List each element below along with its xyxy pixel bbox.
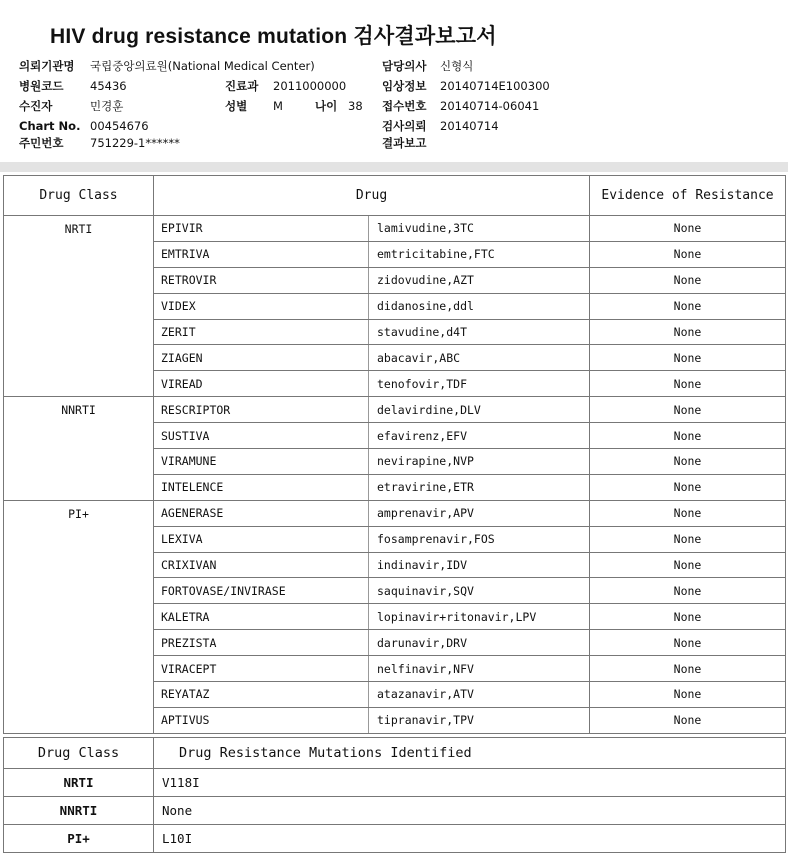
evidence-cell: None <box>590 578 786 604</box>
generic-name-cell: abacavir,ABC <box>369 345 590 371</box>
evidence-cell: None <box>590 397 786 423</box>
evidence-cell: None <box>590 345 786 371</box>
table-row <box>4 769 786 797</box>
result-row <box>382 136 426 150</box>
brand-name-cell: VIRAMUNE <box>154 449 369 475</box>
receipt-no-label: 접수번호 <box>382 99 427 113</box>
brand-name-cell: FORTOVASE/INVIRASE <box>154 578 369 604</box>
generic-name-cell: atazanavir,ATV <box>369 682 590 708</box>
brand-name-cell: EPIVIR <box>154 216 369 242</box>
generic-name-cell: tenofovir,TDF <box>369 371 590 397</box>
generic-name-cell: indinavir,IDV <box>369 552 590 578</box>
mutation-class-cell: NRTI <box>4 769 154 797</box>
mutation-class-cell: PI+ <box>4 825 154 853</box>
report-header <box>0 0 788 162</box>
brand-name-cell: EMTRIVA <box>154 241 369 267</box>
col-header-drug-class: Drug Class <box>4 176 154 216</box>
request-value: 20140714 <box>440 119 499 133</box>
age-label: 나이 <box>315 99 338 113</box>
generic-name-cell: zidovudine,AZT <box>369 267 590 293</box>
table-row <box>4 397 786 423</box>
sex-row <box>225 99 283 113</box>
sex-value: M <box>273 99 283 113</box>
col-header-evidence: Evidence of Resistance <box>590 176 786 216</box>
brand-name-cell: KALETRA <box>154 604 369 630</box>
receipt-no-row <box>382 99 540 113</box>
mutation-value-cell: None <box>154 797 786 825</box>
mutations-table <box>3 737 786 853</box>
report-title: HIV drug resistance mutation 검사결과보고서 <box>50 25 497 48</box>
evidence-cell: None <box>590 526 786 552</box>
brand-name-cell: PREZISTA <box>154 630 369 656</box>
sex-label: 성별 <box>225 99 248 113</box>
institution-label: 의뢰기관명 <box>19 59 75 73</box>
col-header-drug: Drug <box>154 176 590 216</box>
chart-no-row <box>19 119 149 133</box>
chart-no-label: Chart No. <box>19 119 81 133</box>
brand-name-cell: CRIXIVAN <box>154 552 369 578</box>
generic-name-cell: emtricitabine,FTC <box>369 241 590 267</box>
brand-name-cell: LEXIVA <box>154 526 369 552</box>
hospital-code-value: 45436 <box>90 79 127 93</box>
brand-name-cell: VIRACEPT <box>154 656 369 682</box>
brand-name-cell: INTELENCE <box>154 474 369 500</box>
evidence-cell: None <box>590 371 786 397</box>
generic-name-cell: stavudine,d4T <box>369 319 590 345</box>
institution-value: 국립중앙의료원(National Medical Center) <box>90 59 315 73</box>
brand-name-cell: SUSTIVA <box>154 423 369 449</box>
patient-label: 수진자 <box>19 99 53 113</box>
table-row <box>4 500 786 526</box>
hospital-code-row <box>19 79 127 93</box>
patient-row <box>19 99 124 113</box>
drug-class-cell: NNRTI <box>4 397 154 501</box>
header-separator <box>0 162 788 172</box>
resistance-table <box>3 175 786 734</box>
department-label: 진료과 <box>225 79 259 93</box>
resident-no-value: 751229-1****** <box>90 136 180 150</box>
generic-name-cell: lamivudine,3TC <box>369 216 590 242</box>
evidence-cell: None <box>590 552 786 578</box>
table-row <box>4 216 786 242</box>
brand-name-cell: RESCRIPTOR <box>154 397 369 423</box>
brand-name-cell: ZERIT <box>154 319 369 345</box>
department-row <box>225 79 347 93</box>
generic-name-cell: efavirenz,EFV <box>369 423 590 449</box>
evidence-cell: None <box>590 682 786 708</box>
brand-name-cell: VIREAD <box>154 371 369 397</box>
resistance-table-header <box>4 176 786 216</box>
brand-name-cell: RETROVIR <box>154 267 369 293</box>
generic-name-cell: tipranavir,TPV <box>369 707 590 733</box>
mut-header-mutations: Drug Resistance Mutations Identified <box>154 738 786 769</box>
age-row <box>315 99 363 113</box>
department-value: 2011000000 <box>273 79 347 93</box>
evidence-cell: None <box>590 449 786 475</box>
table-row <box>4 825 786 853</box>
clinical-info-row <box>382 79 550 93</box>
evidence-cell: None <box>590 630 786 656</box>
evidence-cell: None <box>590 293 786 319</box>
drug-class-cell: NRTI <box>4 216 154 397</box>
mutation-value-cell: V118I <box>154 769 786 797</box>
evidence-cell: None <box>590 656 786 682</box>
brand-name-cell: REYATAZ <box>154 682 369 708</box>
evidence-cell: None <box>590 319 786 345</box>
resident-no-row <box>19 136 180 150</box>
evidence-cell: None <box>590 267 786 293</box>
chart-no-value: 00454676 <box>90 119 149 133</box>
brand-name-cell: AGENERASE <box>154 500 369 526</box>
doctor-row <box>382 59 474 73</box>
generic-name-cell: saquinavir,SQV <box>369 578 590 604</box>
generic-name-cell: fosamprenavir,FOS <box>369 526 590 552</box>
mutation-value-cell: L10I <box>154 825 786 853</box>
clinical-info-label: 임상정보 <box>382 79 427 93</box>
doctor-label: 담당의사 <box>382 59 427 73</box>
drug-class-cell: PI+ <box>4 500 154 733</box>
evidence-cell: None <box>590 500 786 526</box>
generic-name-cell: didanosine,ddl <box>369 293 590 319</box>
doctor-value: 신형식 <box>440 59 474 73</box>
table-row <box>4 797 786 825</box>
generic-name-cell: etravirine,ETR <box>369 474 590 500</box>
evidence-cell: None <box>590 707 786 733</box>
evidence-cell: None <box>590 474 786 500</box>
generic-name-cell: darunavir,DRV <box>369 630 590 656</box>
hospital-code-label: 병원코드 <box>19 79 64 93</box>
evidence-cell: None <box>590 241 786 267</box>
brand-name-cell: ZIAGEN <box>154 345 369 371</box>
brand-name-cell: APTIVUS <box>154 707 369 733</box>
institution-row <box>19 59 315 73</box>
request-row <box>382 119 499 133</box>
generic-name-cell: lopinavir+ritonavir,LPV <box>369 604 590 630</box>
evidence-cell: None <box>590 216 786 242</box>
age-value: 38 <box>348 99 363 113</box>
mutations-table-header <box>4 738 786 769</box>
generic-name-cell: nevirapine,NVP <box>369 449 590 475</box>
receipt-no-value: 20140714-06041 <box>440 99 540 113</box>
generic-name-cell: delavirdine,DLV <box>369 397 590 423</box>
patient-value: 민경훈 <box>90 99 124 113</box>
result-label: 결과보고 <box>382 136 427 150</box>
evidence-cell: None <box>590 423 786 449</box>
clinical-info-value: 20140714E100300 <box>440 79 550 93</box>
evidence-cell: None <box>590 604 786 630</box>
generic-name-cell: nelfinavir,NFV <box>369 656 590 682</box>
resident-no-label: 주민번호 <box>19 136 64 150</box>
mutation-class-cell: NNRTI <box>4 797 154 825</box>
generic-name-cell: amprenavir,APV <box>369 500 590 526</box>
brand-name-cell: VIDEX <box>154 293 369 319</box>
request-label: 검사의뢰 <box>382 119 427 133</box>
mut-header-drug-class: Drug Class <box>4 738 154 769</box>
